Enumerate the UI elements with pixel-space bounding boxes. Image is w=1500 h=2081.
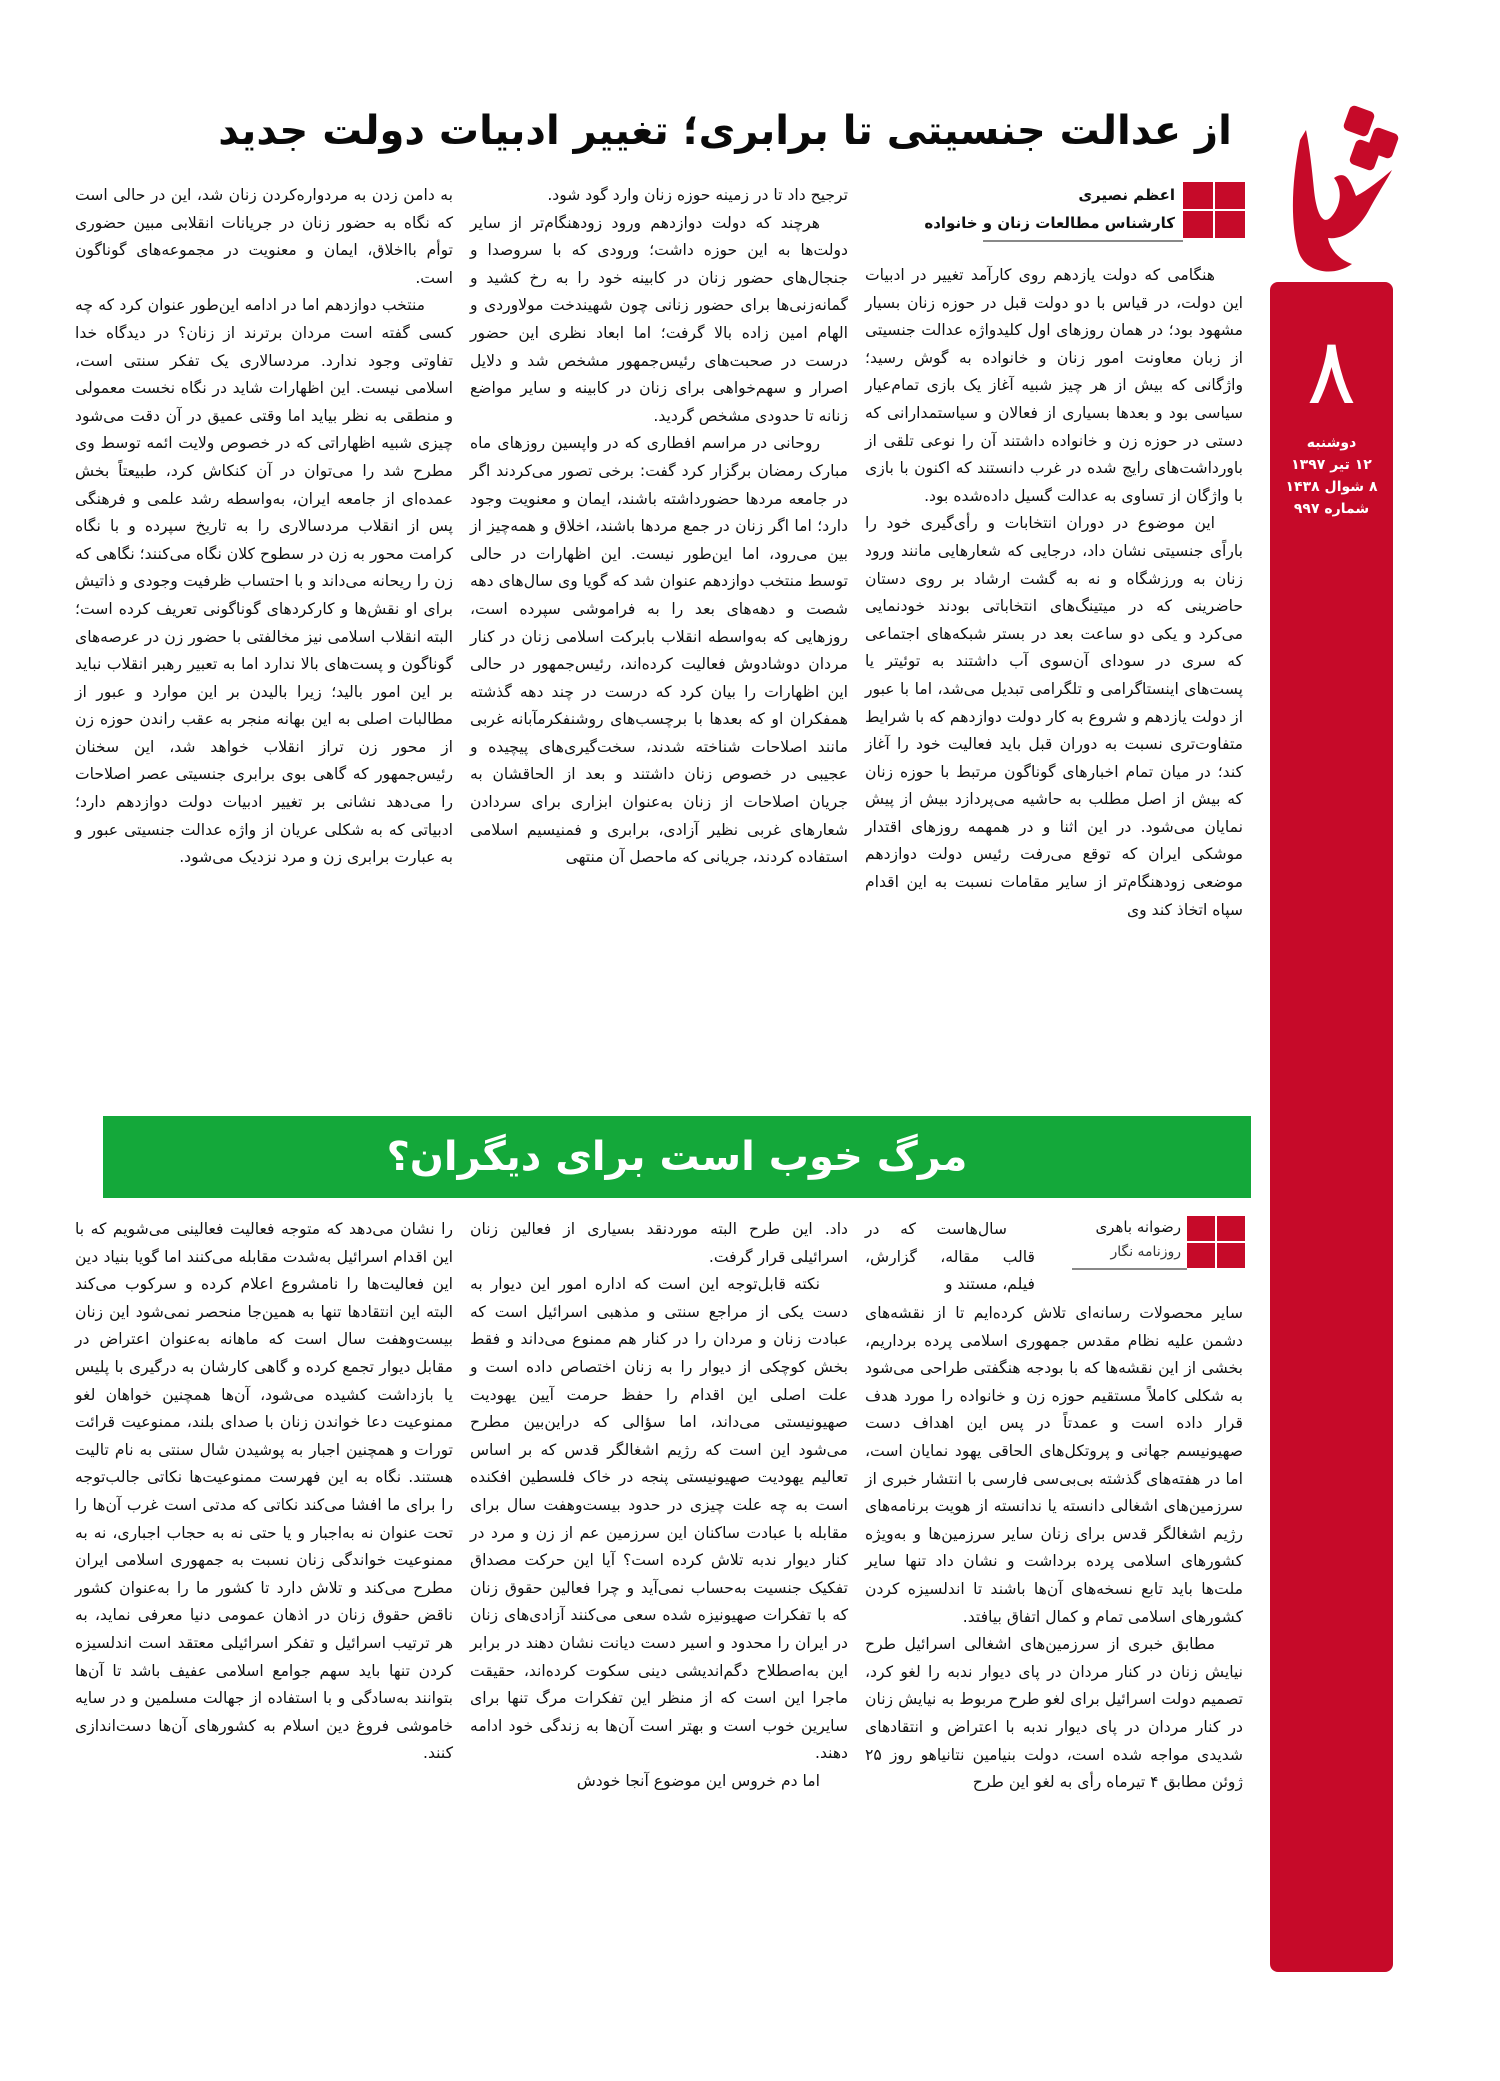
article1-byline <box>924 182 1245 242</box>
issue-number: شماره ۹۹۷ <box>1293 501 1370 517</box>
article2-byline <box>1065 1216 1245 1270</box>
article2-lead <box>865 1216 1035 1299</box>
article2-column-3 <box>75 1216 453 1768</box>
article1-column-2 <box>470 182 848 872</box>
logo-mark-icon <box>1270 100 1400 280</box>
issue-sidebar <box>1270 282 1393 1972</box>
article2-headline: مرگ خوب است برای دیگران؟ <box>386 1134 968 1180</box>
article2-column-1 <box>865 1300 1243 1797</box>
paragraph: روحانی در مراسم افطاری که در واپسین روزهای ماه مبارک رمضان برگزار کرد گفت: برخی تصور می‌کردند اگر در جامعه مردها حضورداشته باشند، ایمان و معنویت وجود دارد؛ اما اگر زنان در جمع مردها باشند، اخلاق و همه‌چیز از بین می‌رود، اما این‌طور نیست. این اظهارات در حالی توسط منتخب دوازدهم عنوان شد که گویا وی سال‌های دهه شصت و دهه‌های بعد را به فراموشی سپرده است، روزهایی که به‌واسطه انقلاب بابرکت اسلامی زنان در کنار مردان دوشادوش فعالیت کرده‌اند، رئیس‌جمهور در حالی این اظهارات را بیان کرد که درست در چند دهه گذشته همفکران او که بعدها با برچسب‌های روشنفکرمآبانه غربی مانند اصلاحات شناخته شدند، سخت‌گیری‌های پیچیده و عجیبی در خصوص زنان داشتند و بعد از الحاقشان به جریان اصلاحات از زنان به‌عنوان ابزاری برای سردادن شعارهای غربی نظیر آزادی، برابری و فمنیسیم اسلامی استفاده کردند، جریانی که ماحصل آن منتهی <box>470 434 848 867</box>
article1-headline: از عدالت جنسیتی تا برابری؛ تغییر ادبیات دولت جدید <box>218 108 1232 154</box>
paragraph: این موضوع در دوران انتخابات و رأی‌گیری خود را باراًی جنسیتی نشان داد، درجایی که شعارهایی مانند ورود زنان به ورزشگاه و نه به گشت ارشاد بر روی دستان حاضرینی که در میتینگ‌های انتخاباتی بودند خودنمایی می‌کرد و یکی دو ساعت بعد در بستر شبکه‌های اجتماعی که سری در سودای آن‌سوی آب داشتند به توئیتر یا پست‌های اینستاگرامی و تلگرامی تبدیل می‌شد، اما با عبور از دولت یازدهم و شروع به کار دولت دوازدهم که با شرایط متفاوت‌تری نسبت به دوران قبل باید فعالیت خود را آغاز کند؛ در میان تمام اخبارهای گوناگون مرتبط با حوزه زنان که بیش از اصل مطلب به حاشیه می‌پردازد بیش از پیش نمایان می‌شود. در این اثنا و در همهمه روزهای اقتدار موشکی ایران که توقع می‌رفت رئیس دولت دوازدهم موضعی زودهنگام‌تر از سایر مقامات نسبت به این اقدام سپاه اتخاذ کند وی <box>865 514 1243 919</box>
byline-grid-icon <box>1187 1216 1245 1268</box>
paragraph: هنگامی که دولت یازدهم روی کارآمد تغییر در ادبیات این دولت، در قیاس با دو دولت قبل در حوزه زنان بسیار مشهود بود؛ در همان روزهای اول کلیدواژه عدالت جنسیتی از زبان معاونت امور زنان و خانواده به گوش رسید؛ واژگانی که بیش از هر چیز شبیه آغاز یک بازی تمام‌عیار سیاسی بود و بعدها بسیاری از فعالان و سیاستمدارانی که دستی در حوزه زن و خانواده داشتند آن را نوعی تلقی از باورداشت‌های رایج شده در غرب دانستند که اکنون با بازی با واژگان از تساوی به عدالت گسیل داده‌شده بود. <box>865 266 1243 505</box>
paragraph: منتخب دوازدهم اما در ادامه این‌طور عنوان کرد که چه کسی گفته است مردان برترند از زنان؟ در دیدگاه خدا تفاوتی وجود ندارد. مردسالاری یک تفکر سنتی است، اسلامی نیست. این اظهارات شاید در نگاه نخست معمولی و منطقی به نظر بیاید اما وقتی عمیق در آن دقت می‌شود چیزی شبیه اظهاراتی که در خصوص ولایت ائمه توسط وی مطرح شد را می‌توان در آن کنکاش کرد، طبیعتاً بخش عمده‌ای از جامعه ایران، به‌واسطه رشد علمی و فرهنگی پس از انقلاب مردسالاری را به تاریخ سپرده و با نگاه کرامت محور به زن در سطوح کلان نگاه می‌کنند؛ نگاهی که زن را ریحانه می‌داند و با احتساب ظرفیت وجودی و ذاتیش برای او نقش‌ها و کارکردهای گوناگونی تعریف کرده است؛ البته انقلاب اسلامی نیز مخالفتی با حضور زن در عرصه‌های گوناگون و پست‌های بالا ندارد اما به تعبیر رهبر انقلاب نباید بر این امور بالید؛ زیرا بالیدن بر این موارد و عبور از مطالبات اصلی به این بهانه منجر به عقب راندن حوزه زن از محور زن تراز انقلاب خواهد شد، این سخنان رئیس‌جمهور که گاهی بوی برابری جنسیتی عصر اصلاحات را می‌دهد نشانی بر تغییر ادبیات دولت دوازدهم دارد؛ ادبیاتی که به شکلی عریان از واژه عدالت جنسیتی عبور و به عبارت برابری زن و مرد نزدیک می‌شود. <box>75 296 453 867</box>
article2-column-2 <box>470 1216 848 1795</box>
paragraph: را نشان می‌دهد که متوجه فعالیت فعالینی می‌شویم که با این اقدام اسرائیل به‌شدت مقابله می‌کنند اما گویا بنیاد دین این فعالیت‌ها را نامشروع اعلام کرده و سرکوب می‌کند البته این انتقادها تنها به همین‌جا منحصر نمی‌شود این زنان بیست‌وهفت سال است که ماهانه به‌عنوان اعتراض در مقابل دیوار تجمع کرده و گاهی کارشان به درگیری با پلیس یا بازداشت کشیده می‌شود، آن‌ها همچنین خواهان لغو ممنوعیت دعا خواندن زنان با صدای بلند، ممنوعیت قرائت تورات و همچنین اجبار به پوشیدن شال سنتی به نام تالیت هستند. نگاه به این فهرست ممنوعیت‌ها نکاتی جالب‌توجه را برای ما افشا می‌کند نکاتی که مدتی است غرب آن‌ها را تحت عنوان نه به‌اجبار و یا حتی نه به حجاب اجباری، نه به ممنوعیت خواندگی زنان نسبت به جمهوری اسلامی ایران مطرح می‌کند و تلاش دارد تا کشور ما را به‌عنوان کشور ناقض حقوق زنان در اذهان عمومی دنیا معرفی نماید، به هر ترتیب اسرائیل و تفکر اسرائیلی معتقد است اندلسیزه کردن تنها باید سهم جوامع اسلامی عفیف باشد تا آن‌ها بتوانند به‌سادگی و با استفاده از جهالت مسلمین و در سایه خاموشی فروغ دین اسلام به کشورهای آن‌ها دست‌اندازی کنند. <box>75 1220 453 1763</box>
author-role: کارشناس مطالعات زنان و خانواده <box>924 214 1175 232</box>
byline-divider <box>1072 1268 1187 1270</box>
byline-grid-icon <box>1183 182 1245 238</box>
paragraph: هرچند که دولت دوازدهم ورود زودهنگام‌تر از سایر دولت‌ها به این حوزه داشت؛ ورودی که با سروصدا و جنجال‌های حضور زنان در کابینه خود را به رخ کشید و گمانه‌زنی‌ها برای حضور زنانی چون شهیندخت مولاوردی و الهام امین زاده بالا گرفت؛ اما ابعاد نظری این حضور درست در صحبت‌های رئیس‌جمهور مشخص شد و دلایل اصرار و سهم‌خواهی برای زنان در کابینه و سایر مواضع زنانه تا حدودی مشخص گردید. <box>470 213 848 425</box>
article1-column-1 <box>865 262 1243 924</box>
paragraph: سایر محصولات رسانه‌ای تلاش کرده‌ایم تا از نقشه‌های دشمن علیه نظام مقدس جمهوری اسلامی پرده برداریم، بخشی از این نقشه‌ها که با بودجه هنگفتی طراحی می‌شود به شکلی کاملاً مستقیم حوزه زن و خانواده را مورد هدف قرار داده است و عمدتاً در پس این اهداف دست صهیونیسم جهانی و پروتکل‌های الحاقی یهود نمایان است، اما در هفته‌های گذشته بی‌بی‌سی فارسی با انتشار خبری از سرزمین‌های اشغالی دانسته یا ندانسته از هویت برنامه‌های رژیم اشغالگر قدس برای زنان سایر سرزمین‌ها و به‌ویژه کشورهای اسلامی پرده برداشت و نشان داد تنها سایر ملت‌ها باید تابع نسخه‌های آن‌ها باشند تا اندلسیزه کردن کشورهای اسلامی تمام و کمال اتفاق بیافتد. <box>865 1304 1243 1626</box>
paragraph: نکته قابل‌توجه این است که اداره امور این دیوار به دست یکی از مراجع سنتی و مذهبی اسرائیل است که عبادت زنان و مردان را در کنار هم ممنوع می‌داند و فقط بخش کوچکی از دیوار را به زنان اختصاص داده است و علت اصلی این اقدام را حفظ حرمت آیین یهودیت صهیونیستی می‌داند، اما سؤالی که دراین‌بین مطرح می‌شود این است که رژیم اشغالگر قدس که بر اساس تعالیم یهودیت صهیونیستی پنجه در خاک فلسطین افکنده است به چه علت چیزی در حدود بیست‌وهفت سال برای مقابله با عبادت ساکنان این سرزمین عم از زن و مرد در کنار دیوار ندبه تلاش کرده است؟ آیا این حرکت مصداق تفکیک جنسیت به‌حساب نمی‌آید و چرا فعالین حقوق زنان که با تفکرات صهیونیزه شده سعی می‌کنند آزادی‌های زنان در ایران را محدود و اسیر دست دیانت نشان دهند در برابر این به‌اصطلاح دگم‌اندیشی دینی سکوت کرده‌اند، حقیقت ماجرا این است که از منظر این تفکرات مرگ تنها برای سایرین خوب است و بهتر است آن‌ها به زندگی خود ادامه دهند. <box>470 1275 848 1763</box>
weekday: دوشنبه <box>1306 435 1357 451</box>
author-name: اعظم نصیری <box>1078 186 1175 204</box>
date-lunar: ۸ شوال ۱۴۳۸ <box>1285 479 1378 495</box>
author-role: روزنامه نگار <box>1110 1244 1181 1260</box>
paragraph: ترجیح داد تا در زمینه حوزه زنان وارد گود شود. <box>547 186 848 204</box>
article1-column-3 <box>75 182 453 872</box>
paragraph: اما دم خروس این موضوع آنجا خودش <box>576 1771 820 1790</box>
article2-headline-banner <box>103 1116 1251 1198</box>
paragraph: به دامن زدن به مردواره‌کردن زنان شد، این در حالی است که نگاه به حضور زنان در جریانات انقلابی مبین حضوری توأم بااخلاق، ایمان و معنویت در مجموعه‌های گوناگون است. <box>75 186 453 287</box>
paragraph: مطابق خبری از سرزمین‌های اشغالی اسرائیل طرح نیایش زنان در کنار مردان در پای دیوار ندبه را لغو کرد، تصمیم دولت اسرائیل برای لغو طرح مربوط به نیایش زنان در کنار مردان در پای دیوار ندبه با اعتراض و انتقادهای شدیدی مواجه شده است، دولت بنیامین نتانیاهو روز ۲۵ ژوئن مطابق ۴ تیرماه رأی به لغو این طرح <box>865 1635 1243 1792</box>
page-number: ۸ <box>1306 318 1357 425</box>
newspaper-logo <box>1270 100 1400 280</box>
byline-divider <box>983 240 1183 242</box>
paragraph: سال‌هاست که در قالب مقاله، گزارش، فیلم، مستند و <box>865 1220 1035 1294</box>
date-solar: ۱۲ تیر ۱۳۹۷ <box>1291 457 1372 473</box>
paragraph: داد. این طرح البته موردنقد بسیاری از فعالین زنان اسرائیلی قرار گرفت. <box>470 1220 848 1266</box>
author-name: رضوانه باهری <box>1095 1218 1181 1236</box>
issue-info <box>1270 432 1393 520</box>
